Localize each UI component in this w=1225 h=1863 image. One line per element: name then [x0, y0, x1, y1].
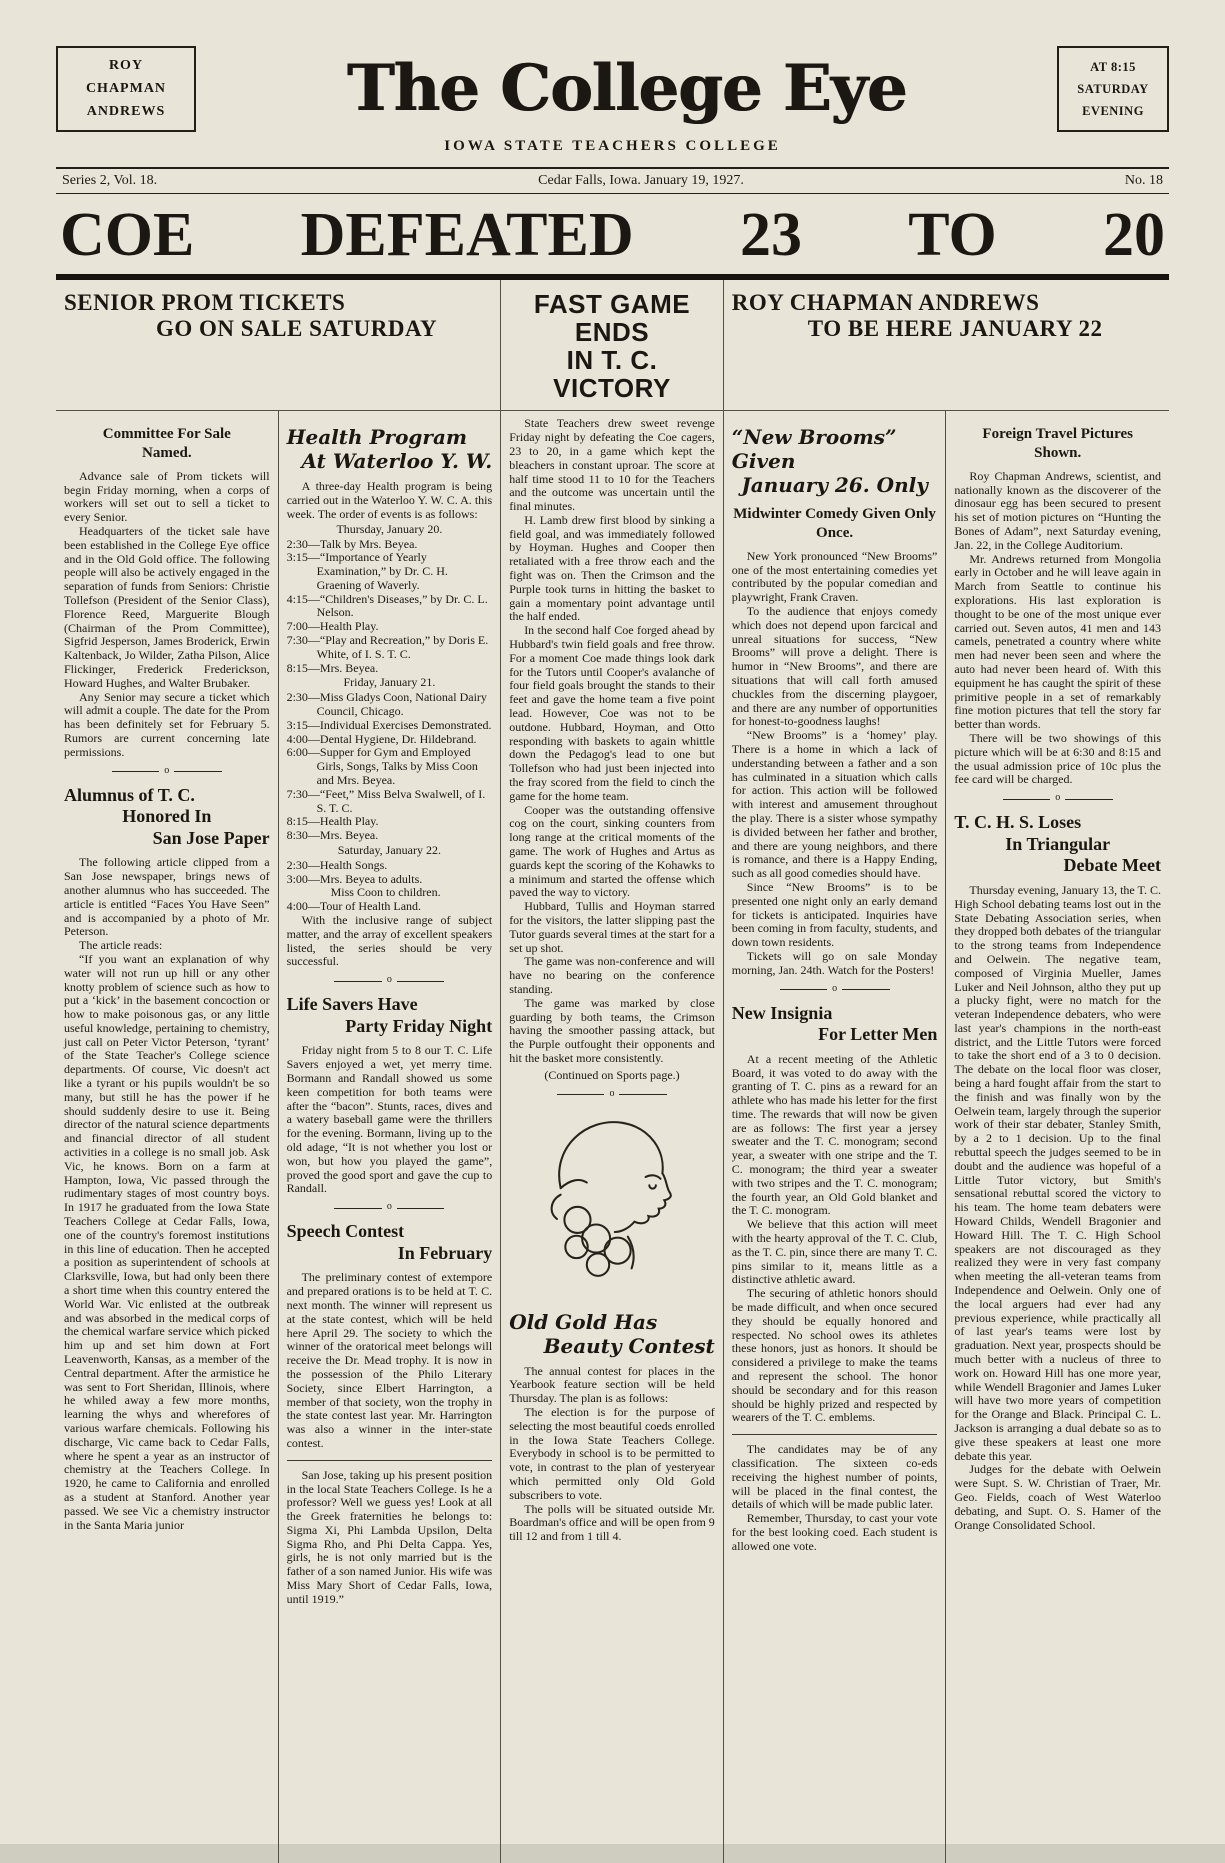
article-paragraph: The annual contest for places in the Yearbook feature section will be held Thursday. The plan is as follows: [509, 1363, 715, 1406]
article-headline [287, 425, 493, 473]
column-1 [56, 411, 279, 1863]
main-headline-word: 23 [739, 201, 802, 269]
article-paragraph: The preliminary contest of extempore and prepared orations is to be held at T. C. next month. The winner will represent us at the state contest, which will be held here April 29. The society to which the winner of the oratorical meet belongs will receive the Dr. Mead trophy. It is now in the possession of the Philo Literary Society, since Elbert Harrington, a member of that society, won the trophy in the state contest last year. Mr. Harrington was also a winner in the inter-state contest. [286, 1270, 493, 1450]
article-paragraph: In the second half Coe forged ahead by Hubbard's twin field goals and free throw. For a moment Coe made things look dark for the Tutors until Cooper's avalanche of four field goals brought the stands to their feet and gave the home team a five point lead. However, Coe was not to be outdone. Hubbard, Hoyman, and Otto responding with baskets to again whittle down the Pedagog's lead to one but Tollefson who had just been injected into the fray scored from the field to cinch the game for the home team. [509, 623, 715, 803]
masthead-right-line: SATURDAY [1077, 81, 1149, 96]
masthead-right-line: EVENING [1082, 103, 1144, 118]
schedule-entry: 2:30—Miss Gladys Coon, National Dairy Council, Chicago. [286, 690, 487, 719]
schedule-entry: 2:30—Health Songs. [286, 857, 388, 872]
article-headline-line: Party Friday Night [345, 1015, 493, 1036]
article-paragraph: Tickets will go on sale Monday morning, Jan. 24th. Watch for the Posters! [731, 948, 938, 977]
article-paragraph: San Jose, taking up his present position in the local State Teachers College. Is he a professor? Well we guess yes! Look at all the Greek fraternities he belongs to: Sigma Xi, Phi Lambda Upsilon, Delta Sigma Rho, and Phi Delta Cappa. Yes, girls, he is not only married but is the father of a son named Junior. His wife was Miss Mary Short of Cedar Falls, Iowa, until 1919.” [286, 1467, 493, 1606]
article-headline-line: Once. [816, 525, 854, 542]
article-headline [287, 994, 493, 1037]
article-paragraph: With the inclusive range of subject matter, and the array of excellent speakers listed, the series should be very successful. [286, 913, 493, 969]
article-headline-line: Committee For Sale [102, 426, 231, 443]
article-headline-line: Health Program [286, 425, 468, 450]
article-paragraph: Cooper was the outstanding offensive cog on the court, sinking counters from long range at the critical moments of the game. The work of Hughes and Artus as guards kept the scoring of the Kohawks to a minimum and started the offense which paved the way to victory. [509, 802, 715, 900]
masthead-left-line: ROY [108, 58, 144, 73]
woman-profile-illustration [523, 1106, 701, 1302]
schedule-entry: 8:30—Mrs. Beyea. [286, 828, 379, 843]
article-headline [732, 505, 938, 543]
article-headline-line: Named. [142, 445, 192, 462]
schedule-entry: 3:15—“Importance of Yearly Examination,” by Dr. C. H. Graening of Waverly. [286, 550, 448, 592]
section-head-fast-game: FAST GAME ENDS IN T. C. VICTORY [501, 280, 724, 410]
article-headline [732, 425, 938, 497]
column-4 [724, 411, 947, 1863]
article-paragraph: We believe that this action will meet with the hearty approval of the T. C. Club, as the T. C. pin, since there are many T. C. pins similar to it, means little as a distinctive athletic award. [731, 1217, 938, 1287]
article-headline [64, 785, 270, 850]
article-paragraph: The game was marked by close guarding by both teams, the Crimson having the smoother passing attack, but the Purple outfought their opponents and hit the basket more consistently. [509, 995, 715, 1065]
schedule-entry: 7:30—“Feet,” Miss Belva Swalwell, of I. S. T. C. [286, 786, 486, 815]
column-5 [946, 411, 1169, 1863]
column-2 [279, 411, 502, 1863]
article-headline-line: Foreign Travel Pictures [982, 426, 1133, 443]
article-paragraph: The securing of athletic honors should be made difficult, and when once secured they should be equally honored and respected. No school owes its athletes these honors, just as honors. It should be considered a privilege to make the teams and represent the school. The honor should be secondary and for this reason should be highly prized and respected by wearers of the T. C. emblems. [731, 1286, 938, 1425]
main-headline-word: DEFEATED [300, 201, 634, 269]
article-headline-line: In February [397, 1242, 493, 1263]
article-paragraph: Any Senior may secure a ticket which will admit a couple. The date for the Prom has been definitely set for February 5. Rumors are current concerning late permissions. [64, 689, 270, 759]
main-headline-word: TO [908, 201, 997, 269]
masthead-right-box [1057, 46, 1169, 132]
column-rule [287, 1460, 493, 1461]
article-headline-line: Shown. [1034, 445, 1082, 462]
schedule-entry: 3:00—Mrs. Beyea to adults. [286, 871, 423, 886]
article-separator: o [334, 976, 444, 986]
article-paragraph: Headquarters of the ticket sale have been established in the College Eye office and in the Old Gold office. The following people will also be actively engaged in the separation of funds from Seniors: Christie Tollefson (President of the Senior Class), Florence Reed, Marguerite Blough (Chairman of the Prom Committee), Sigfrid Jesperson, James Broderick, Erwin Kaltenback, Jo Wilder, Zatha Pilson, Alice Flickinger, Frederick Frederickson, Howard Hughes, and Walter Brubaker. [64, 524, 270, 690]
section-heads-row [56, 280, 1169, 411]
article-headline-line: In Triangular [1005, 833, 1111, 854]
article-paragraph: A three-day Health program is being carried out in the Waterloo Y. W. C. A. this week. The order of events is as follows: [286, 479, 493, 521]
article-paragraph: State Teachers drew sweet revenge Friday night by defeating the Coe cagers, 23 to 20, in a game which kept the bleachers in constant uproar. The score at half time stood 11 to 10 for the Teachers and the outcome was uncertain until the final minutes. [509, 416, 715, 514]
schedule-entry: 2:30—Talk by Mrs. Beyea. [286, 536, 418, 551]
article-headline-line: Midwinter Comedy Given Only [733, 506, 936, 523]
article-headline [732, 1003, 938, 1046]
column-rule [732, 1434, 938, 1435]
article-paragraph: “New Brooms” is a ‘homey’ play. There is a home in which a lack of understanding between a father and a son has culminated in a situation which calls for action. This action will be followed with interest and amusement throughout the play. There is a sister whose sympathy is divided between her father and brother, and there are young neighbors, and there is romance, and there is a Happy Ending, such as all good comedies should have. [731, 728, 938, 881]
schedule-day-heading: Thursday, January 20. [336, 521, 443, 536]
article-headline-line: Speech Contest [286, 1221, 405, 1242]
dateline [56, 167, 1169, 194]
newspaper-subtitle: IOWA STATE TEACHERS COLLEGE [444, 138, 781, 154]
article-headline-line: Debate Meet [1063, 855, 1161, 876]
article-headline-line: New Insignia [731, 1002, 833, 1023]
article-paragraph: The polls will be situated outside Mr. Boardman's office and will be open from 9 till 12 and from 1 till 4. [509, 1501, 715, 1544]
article-headline-line: T. C. H. S. Loses [954, 812, 1082, 833]
article-headline-line: “New Brooms” Given [731, 425, 897, 474]
article-separator: o [334, 1203, 444, 1213]
article-paragraph: To the audience that enjoys comedy which does not depend upon farcical and unreal situations for success, “New Brooms” will prove a delight. There is humor in “New Brooms”, and there are situations that will call forth amused chuckles from the discerning playgoer, and there are any number of opportunities for honest-to-goodness laughs! [731, 604, 938, 729]
article-paragraph: Friday night from 5 to 8 our T. C. Life Savers enjoyed a wet, yet merry time. Bormann and Randall showed us some keen competition for both teams were after the “bacon”. Stunts, races, dives and a watery baseball game were the thrillers for the evening. Bormann, living up to the old adage, “It is not whether you lost or won, but how you played the game”, proved the good sport and gave the cup to Randall. [286, 1043, 493, 1196]
columns [56, 411, 1169, 1863]
illustration-container [509, 1106, 715, 1302]
article-paragraph: The candidates may be of any classification. The sixteen co-eds receiving the highest number of points, will be placed in the final contest, the details of which will be made public later. [731, 1442, 938, 1512]
article-headline-line: Alumnus of T. C. [64, 784, 195, 805]
main-headline-word: 20 [1102, 201, 1165, 269]
continued-notice: (Continued on Sports page.) [544, 1067, 680, 1082]
article-paragraph: Thursday evening, January 13, the T. C. High School debating teams lost out in the State Debating Association series, when they dropped both debates of the triangular to the strong teams from Independence and Oelwein. The negative team, composed of Virginia Mueller, James Luker and Neil Johnson, altho they put up a plucky fight, were no match for the veteran Independence debaters, who were last year's champions in the north-east district, and the Little Tutors were forced to take the short end of a 3 to 0 decision. The debate on the local floor was closer, being a hard fought affair from the start to the finish and was finally won by the Oelwein team, largely through the superior work of their star debater, Stanley Smith, by a 2 to 1 decision. Up to the final rebuttal speech the judges seemed to be in doubt and the audience was hopeful of a Little Tutor victory, but Smith's sensational rebuttal scored the victory to his team. The home team debaters were Howard Childs, Wendell Bragonier and Howard Hill. The T. C. High School speakers are not discouraged as they realized they were in very fast company when meeting the all-veteran teams from Independence and Oelwein. Only one of the local arguers had ever had any previous experience, while practically all of last year's teams were lost by graduation. Next year, prospects should be much better with a nucleus of three to work on. Howard Hill has one more year, while Wendell Bragonier and James Luker will have two more years of competition for the Orange and Black. Principal C. L. Jackson is arranging a dual debate so as to give these speakers at least one more debate this year. [954, 882, 1161, 1463]
article-paragraph: H. Lamb drew first blood by sinking a field goal, and was immediately followed by Hoyman. Hughes and Cooper then retaliated with a free throw each and the fight was on. Then the Crimson and the Purple took turns in hitting the basket to gain a momentary point advantage until the half ended. [509, 512, 715, 624]
article-separator: o [780, 985, 890, 995]
newspaper-title: The College Eye [346, 51, 907, 127]
dateline-issue-number: No. 18 [1124, 173, 1163, 188]
schedule-entry: 3:15—Individual Exercises Demonstrated. [286, 717, 492, 732]
article-headline-line: Life Savers Have [286, 994, 418, 1015]
article-paragraph: The election is for the purpose of selecting the most beautiful coeds enrolled in the Iowa State Teachers College. Everybody in school is to be permitted to vote, in contrast to the plan of yesteryear which permitted only Old Gold subscribers to vote. [509, 1404, 715, 1502]
article-paragraph: Advance sale of Prom tickets will begin Friday morning, when a corps of workers will set out to sell a ticket to every Senior. [64, 468, 270, 525]
article-headline-line: Beauty Contest [543, 1333, 715, 1358]
dateline-series: Series 2, Vol. 18. [62, 173, 158, 188]
article-paragraph: “If you want an explanation of why water will not run up hill or any other knotty problem of science such as how to put a ‘kick’ in the basement concoction or how to make poisonous gas, or any little useful knowledge, pertaining to chemistry, just call on Peter Victor Peterson, ‘tyrant’ of the State Teacher's College science departments. Of course, Vic doesn't act like a tyrant or his pupils wouldn't be so many, but still he has the power if he should suddenly desire to use it. Being director of the natural science departments and financial director of all student activities in a college is no small job. Ask Vic, he knows. Born on a farm at Hampton, Iowa, Vic passed through the rudimentary stages of most country boys. In 1917 he graduated from the Iowa State Teachers College at Cedar Falls, Iowa, one of the country's foremost institutions in this line of education. Then he accepted a position as superintendent of schools at Clarksville, Iowa, but had only been there a short time when this country entered the World War. Vic enlisted at the outbreak and was absorbed in the medical corps of the chemical warfare service which picked him up and set him down at Fort Leavenworth, Kansas, as a member of the Central department. After the armistice he was sent to Fort Sheridan, Illinois, where he whiled away a few more months, learning the whys and wherefores of various warfare chemicals. Following his discharge, Vic came back to Cedar Falls, where he spent a year as an instructor of chemistry at the Teachers College. In 1920, he came to California and enrolled as a student at Stanford. Another year passed. We see Vic a chemistry instructor in the Santa Maria junior [64, 951, 270, 1532]
article-headline-line: January 26. Only [741, 473, 928, 498]
masthead [56, 46, 1169, 132]
main-headline-word: COE [60, 201, 195, 269]
article-separator: o [557, 1090, 667, 1100]
article-paragraph: Roy Chapman Andrews, scientist, and nationally known as the discoverer of the dinosaur egg has been secured to present his set of motion pictures on “Hunting the Bones of Adam”, next Saturday evening, Jan. 22, in the College Auditorium. [954, 468, 1161, 552]
schedule-entry: 4:00—Tour of Health Land. [286, 899, 422, 914]
article-headline [509, 1310, 715, 1358]
article-paragraph: At a recent meeting of the Athletic Board, it was voted to do away with the granting of T. C. pins as a reward for an athlete who has made his letter for the first time. The rewards that will now be given are as follows: The first year a jersey sweater and the T. C. monogram; second year, a sweater with one stripe and the T. C. monogram; the third year a sweater with two stripes and the T. C. monogram; the fourth year, an Old Gold blanket and the T. C. monogram. [731, 1051, 938, 1218]
schedule-entry: 4:00—Dental Hygiene, Dr. Hildebrand. [286, 731, 477, 746]
article-paragraph: Remember, Thursday, to cast your vote for the best looking coed. Each student is allowed one vote. [731, 1511, 938, 1553]
article-paragraph: The following article clipped from a San Jose newspaper, brings news of another alumnus who has succeeded. The article is entitled “Faces You Have Seen” and is accompanied by a photo of Mr. Peterson. [64, 855, 270, 939]
schedule-entry: 7:30—“Play and Recreation,” by Doris E. White, of I. S. T. C. [286, 633, 489, 661]
article-headline [954, 812, 1161, 877]
schedule-entry: 6:00—Supper for Gym and Employed Girls, Songs, Talks by Miss Coon and Mrs. Beyea. [286, 745, 478, 788]
column-3 [501, 411, 724, 1863]
schedule-day-heading: Friday, January 21. [343, 675, 436, 690]
masthead-left-line: ANDREWS [86, 104, 166, 119]
masthead-left-line: CHAPMAN [85, 81, 167, 96]
article-paragraph: Mr. Andrews returned from Mongolia early in October and he will leave again in March from Seattle to continue his explorations. His last exploration is thought to be one of the most unique ever carried out. Seven autos, 41 men and 143 camels, penetrated a country where white men had never been seen and where the auto had never been heard of. With this equipment he has caught the spirit of these primitive people in a set of remarkably fine motion pictures that tell the story far better than words. [954, 551, 1161, 732]
article-paragraph: Hubbard, Tullis and Hoyman starred for the visitors, the latter slipping past the Tutor guards several times at the start for a set up shot. [509, 899, 715, 955]
article-paragraph: Judges for the debate with Oelwein were Supt. S. W. Christian of Traer, Mr. Geo. Fields, coach of West Waterloo debating, and Supt. O. S. Hamer of the Orange Consolidated School. [954, 1462, 1161, 1532]
schedule-entry: Miss Coon to children. [330, 885, 441, 900]
schedule-entry: 4:15—“Children's Diseases,” by Dr. C. L. Nelson. [286, 591, 488, 620]
article-headline [954, 425, 1161, 463]
masthead-left-box [56, 46, 196, 132]
schedule-day-heading: Saturday, January 22. [337, 843, 441, 858]
article-paragraph: The article reads: [79, 938, 163, 953]
schedule-entry: 8:15—Health Play. [286, 814, 379, 829]
schedule-entry: 7:00—Health Play. [286, 619, 379, 634]
article-headline-line: At Waterloo Y. W. [301, 449, 493, 474]
main-headline [56, 194, 1169, 274]
schedule-entry: 8:15—Mrs. Beyea. [286, 660, 379, 675]
article-headline-line: Honored In [122, 806, 212, 827]
article-separator: o [1003, 794, 1113, 804]
dateline-place-date: Cedar Falls, Iowa. January 19, 1927. [538, 173, 744, 188]
section-head-senior-prom: SENIOR PROM TICKETS GO ON SALE SATURDAY [56, 280, 501, 410]
article-headline-line: For Letter Men [818, 1024, 938, 1045]
article-headline-line: San Jose Paper [152, 827, 270, 848]
article-headline-line: Old Gold Has [509, 1309, 658, 1334]
masthead-right-line: AT 8:15 [1090, 59, 1136, 74]
article-paragraph: New York pronounced “New Brooms” one of the most entertaining comedies yet contributed by the popular comedian and playwright, Frank Craven. [731, 548, 938, 605]
article-headline [64, 425, 270, 463]
article-paragraph: There will be two showings of this picture which will be at 6:30 and 8:15 and the usual admission price of 10c plus the fee card will be charged. [954, 730, 1161, 787]
article-paragraph: Since “New Brooms” is to be presented one night only an early demand for tickets is anticipated. Inquiries have been coming in from faculty, students, and down town residents. [731, 879, 938, 950]
article-paragraph: The game was non-conference and will have no bearing on the conference standing. [509, 954, 715, 996]
section-head-roy-chapman-andrews: ROY CHAPMAN ANDREWS TO BE HERE JANUARY 22 [731, 290, 1103, 342]
article-headline [287, 1221, 493, 1264]
article-separator: o [112, 767, 222, 777]
